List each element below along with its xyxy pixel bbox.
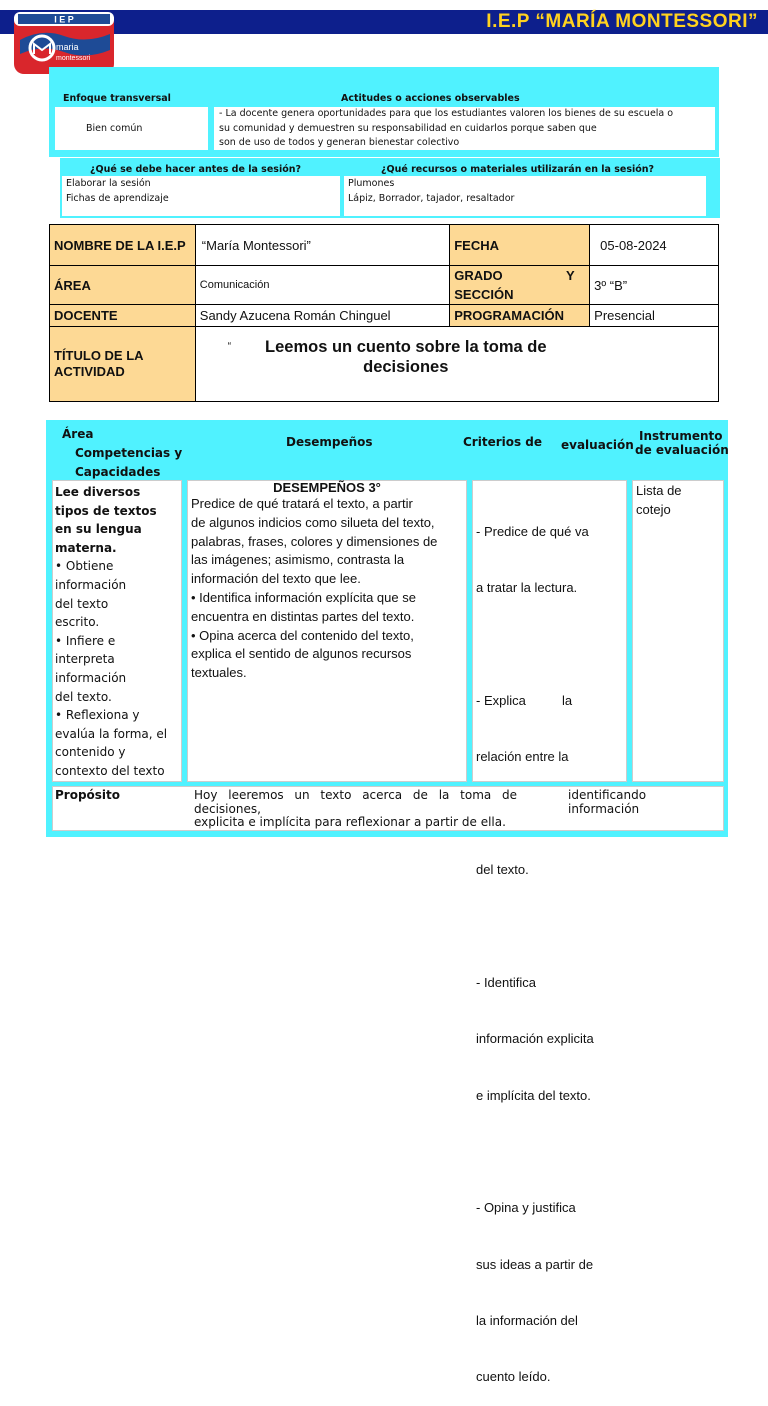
desempeno-line: textuales. <box>191 665 247 681</box>
before-item-1: Elaborar la sesión <box>66 178 151 189</box>
grado-value: 3º “B” <box>590 266 719 305</box>
area-label: ÁREA <box>50 266 196 305</box>
criterio-line: relación entre la <box>476 749 569 765</box>
enfoque-value: Bien común <box>86 123 143 134</box>
desempeno-line: encuentra en distintas partes del texto. <box>191 608 415 624</box>
titulo-quote: “ <box>227 341 232 352</box>
fecha-value: 05-08-2024 <box>590 225 719 266</box>
criterio-line: información explicita <box>476 1031 594 1047</box>
resource-item-1: Plumones <box>348 178 395 189</box>
instrumento-text <box>636 482 722 520</box>
logo-text-2: montessori <box>56 55 91 62</box>
before-session-header: ¿Qué se debe hacer antes de la sesión? <box>90 164 301 175</box>
desempenos-title: DESEMPEÑOS 3° <box>273 480 381 495</box>
desempeno-line: • Opina acerca del contenido del texto, <box>191 627 414 643</box>
criterio-line: e implícita del texto. <box>476 1087 591 1103</box>
criterio-line <box>476 917 624 936</box>
grado-label-line-1: GRADO Y <box>454 268 575 283</box>
criterio-line: - Opina y justifica <box>476 1200 576 1216</box>
titulo-line-1: Leemos un cuento sobre la toma de <box>265 338 547 356</box>
criterio-line: cuento leído. <box>476 1369 551 1385</box>
proposito-line-1: Hoy leeremos un texto acerca de la toma de <box>194 788 517 802</box>
criterio-line <box>476 1143 624 1162</box>
titulo-cell <box>195 327 718 402</box>
proposito-line-3: explicita e implícita para reflexionar a partir de ella. <box>194 815 506 829</box>
header-capacidades: Capacidades <box>75 465 161 479</box>
nombre-value: “María Montessori” <box>195 225 449 266</box>
header-area: Área <box>62 427 94 441</box>
logo-abbr: I E P <box>54 14 74 25</box>
grado-label-line-2: SECCIÓN <box>454 287 514 302</box>
criterio-line: - Explica la <box>476 692 573 708</box>
instrumento-line: Lista de <box>636 483 682 498</box>
criterios-text <box>476 485 624 1406</box>
competency-line: tipos de textos <box>55 503 157 518</box>
actitudes-line-1: - La docente genera oportunidades para que los estudiantes valoren los bienes de su escuela o <box>219 108 674 119</box>
proposito-label: Propósito <box>55 788 121 802</box>
criterio-line: a tratar la lectura. <box>476 579 578 595</box>
desempeno-line: de algunos indicios como silueta del texto, <box>191 514 435 530</box>
proposito-aside-2: información <box>568 802 640 816</box>
capacity-line: escrito. <box>55 615 100 630</box>
competency-text <box>55 483 183 781</box>
header-criterios: Criterios de <box>463 435 543 449</box>
table-row <box>50 327 719 402</box>
capacity-line: del texto. <box>55 689 112 704</box>
header-competencias: Competencias y <box>75 446 183 460</box>
proposito-aside-1: identificando <box>568 788 647 802</box>
competency-line: materna. <box>55 540 117 555</box>
programacion-value: Presencial <box>590 305 719 327</box>
titulo-line-2: decisiones <box>363 358 449 376</box>
before-item-2: Fichas de aprendizaje <box>66 193 169 204</box>
logo-text-1: maria <box>56 42 79 52</box>
competency-line: Lee diversos <box>55 485 141 499</box>
instrumento-line: cotejo <box>636 501 671 517</box>
school-title: I.E.P “MARÍA MONTESSORI” <box>486 11 758 32</box>
header-evaluacion: evaluación <box>561 438 634 452</box>
area-value: Comunicación <box>195 266 449 305</box>
capacity-line: • Reflexiona y <box>55 708 140 723</box>
header-instrumento-2: de evaluación <box>635 443 729 457</box>
desempeno-line: información del texto que lee. <box>191 571 361 587</box>
header-instrumento-1: Instrumento <box>639 429 723 443</box>
header-desempenos: Desempeños <box>286 435 373 449</box>
nombre-label: NOMBRE DE LA I.E.P <box>50 225 196 266</box>
actitudes-line-2: su comunidad y demuestren su responsabilidad en cuidarlos porque saben que <box>219 123 597 134</box>
programacion-label: PROGRAMACIÓN <box>450 305 590 327</box>
criterio-line: la información del <box>476 1313 578 1329</box>
fecha-label: FECHA <box>450 225 590 266</box>
desempeno-line: explica el sentido de algunos recursos <box>191 646 412 662</box>
titulo-label: TÍTULO DE LA ACTIVIDAD <box>50 327 196 402</box>
proposito-line-2: decisiones, <box>194 802 261 816</box>
desempeno-line: palabras, frases, colores y dimensiones de <box>191 533 438 549</box>
actitudes-header: Actitudes o acciones observables <box>341 93 520 104</box>
capacity-line: evalúa la forma, el <box>55 726 168 741</box>
competency-line: en su lengua <box>55 522 142 537</box>
criterio-line: - Predice de qué va <box>476 523 589 539</box>
criterio-line: del texto. <box>476 861 529 877</box>
instrumento-column <box>632 480 724 782</box>
criterio-line <box>476 635 624 654</box>
capacity-line: contexto del texto <box>55 763 165 778</box>
table-row <box>50 305 719 327</box>
resource-item-2: Lápiz, Borrador, tajador, resaltador <box>348 193 515 204</box>
capacity-line: interpreta <box>55 652 115 667</box>
criterio-line: sus ideas a partir de <box>476 1256 594 1272</box>
docente-value: Sandy Azucena Román Chinguel <box>195 305 449 327</box>
resources-header: ¿Qué recursos o materiales utilizarán en la sesión? <box>381 164 655 175</box>
actitudes-line-3: son de uso de todos y generan bienestar colectivo <box>219 137 460 148</box>
desempeno-line: Predice de qué tratará el texto, a partir <box>191 496 413 511</box>
capacity-line: • Infiere e <box>55 633 116 648</box>
table-row <box>50 266 719 305</box>
criterio-line: - Identifica <box>476 974 536 990</box>
desempeno-line: • Identifica información explícita que se <box>191 589 416 605</box>
capacity-line: información <box>55 577 127 592</box>
capacity-line: del texto <box>55 596 109 611</box>
desempeno-line: las imágenes; asimismo, contrasta la <box>191 552 405 568</box>
session-info-table <box>49 224 719 402</box>
enfoque-header: Enfoque transversal <box>63 93 171 104</box>
capacity-line: contenido y <box>55 745 126 760</box>
capacity-line: información <box>55 670 127 685</box>
competencies-header-gap <box>46 403 728 420</box>
capacity-line: • Obtiene <box>55 559 114 574</box>
docente-label: DOCENTE <box>50 305 196 327</box>
table-row <box>50 225 719 266</box>
grado-label <box>450 266 590 305</box>
desempenos-text <box>191 495 467 683</box>
